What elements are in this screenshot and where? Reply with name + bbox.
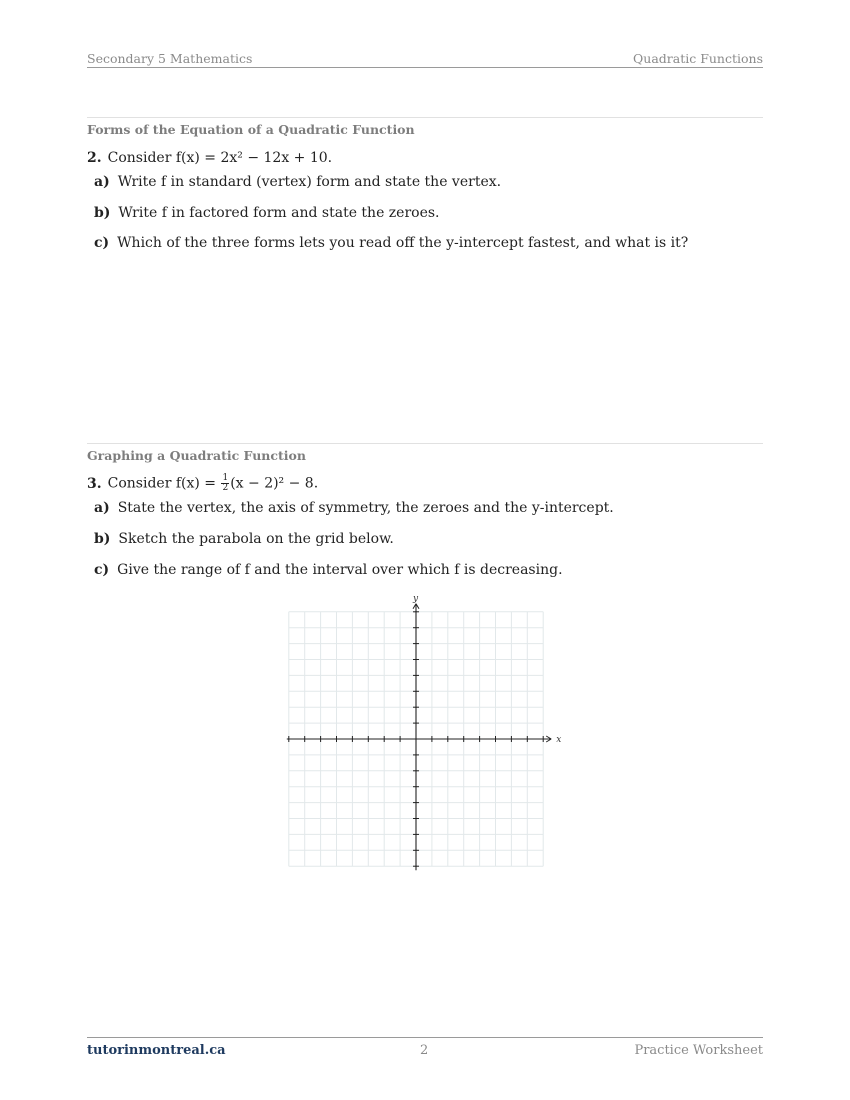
part-label: a): [94, 500, 110, 516]
part-text: Write f in factored form and state the zeroes.: [118, 205, 440, 221]
y-axis-label: y: [413, 593, 419, 604]
part-label: a): [94, 174, 110, 190]
question-number: 2.: [87, 150, 102, 166]
section-title: Forms of the Equation of a Quadratic Function: [87, 122, 415, 137]
question-text: Consider f(x) =: [107, 475, 221, 492]
fraction-numerator: 1: [222, 473, 229, 483]
part-label: c): [94, 562, 110, 578]
question-text-tail: (x − 2)² − 8.: [230, 475, 319, 492]
section-title: Graphing a Quadratic Function: [87, 448, 306, 463]
fraction-denominator: 2: [222, 483, 229, 493]
page-number: 2: [420, 1043, 429, 1058]
header-topic-title: Quadratic Functions: [633, 51, 763, 66]
part-label: c): [94, 235, 110, 251]
part-label: b): [94, 531, 111, 547]
part-text: Give the range of f and the interval over which f is decreasing.: [117, 562, 563, 578]
part-text: State the vertex, the axis of symmetry, the zeroes and the y-intercept.: [117, 500, 614, 516]
footer-worksheet-label: Practice Worksheet: [634, 1043, 763, 1058]
footer-website[interactable]: tutorinmontreal.ca: [87, 1043, 226, 1058]
question-number: 3.: [87, 475, 102, 492]
header-course-title: Secondary 5 Mathematics: [87, 51, 253, 66]
part-text: Sketch the parabola on the grid below.: [118, 531, 394, 547]
part-text: Which of the three forms lets you read off the y-intercept fastest, and what is it?: [117, 235, 689, 251]
part-label: b): [94, 205, 111, 221]
x-axis-label: x: [556, 735, 562, 745]
question-text: Consider f(x) = 2x² − 12x + 10.: [107, 150, 333, 166]
footer-divider: [87, 1037, 763, 1038]
part-text: Write f in standard (vertex) form and state the vertex.: [117, 174, 502, 190]
